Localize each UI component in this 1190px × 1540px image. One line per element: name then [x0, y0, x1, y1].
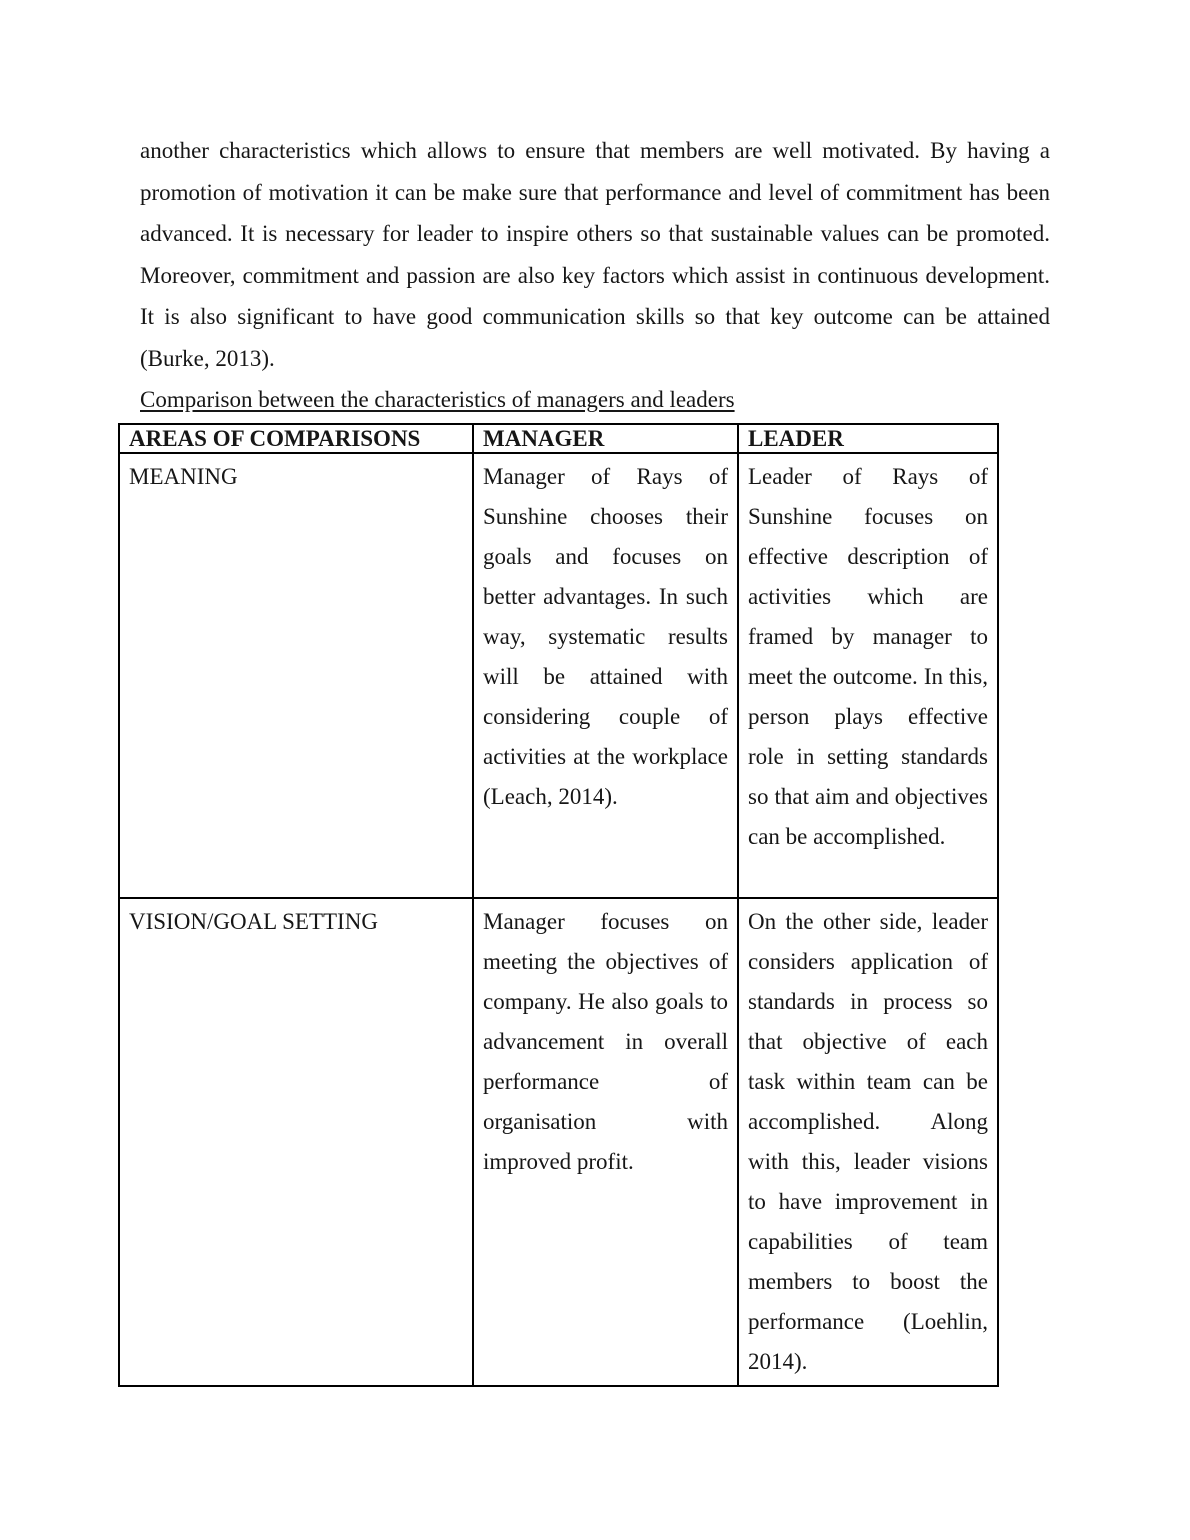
cell-meaning-area: MEANING — [119, 453, 473, 898]
table-header-manager: MANAGER — [473, 424, 738, 453]
cell-vision-leader: On the other side, leader considers application of standards in process so that objective of each task within team can be accomplished. Along with this, leader visions to have improvement in capabilities of team members to boost the performance (Loehlin, 2014). — [738, 898, 998, 1386]
cell-meaning-manager: Manager of Rays of Sunshine chooses their goals and focuses on better advantages. In such way, systematic results will be attained with considering couple of activities at the workplace (Leach, 2014). — [473, 453, 738, 898]
table-header-leader: LEADER — [738, 424, 998, 453]
section-heading: Comparison between the characteristics of managers and leaders — [140, 387, 735, 412]
table-header-areas-of-comparisons: AREAS OF COMPARISONS — [119, 424, 473, 453]
cell-vision-area: VISION/GOAL SETTING — [119, 898, 473, 1386]
cell-vision-manager: Manager focuses on meeting the objectives of company. He also goals to advancement in overall performance of organisation with improved profit. — [473, 898, 738, 1386]
table-header-row — [119, 424, 998, 453]
table-row-meaning — [119, 453, 998, 898]
body-paragraph: another characteristics which allows to ensure that members are well motivated. By having a promotion of motivation it can be make sure that performance and level of commitment has been advanced. It is necessary for leader to inspire others so that sustainable values can be promoted. Moreover, commitment and passion are also key factors which assist in continuous development. It is also significant to have good communication skills so that key outcome can be attained (Burke, 2013). — [140, 138, 1050, 371]
table-row-vision-goal-setting — [119, 898, 998, 1386]
cell-meaning-leader: Leader of Rays of Sunshine focuses on effective description of activities which are framed by manager to meet the outcome. In this, person plays effective role in setting standards so that aim and objectives can be accomplished. — [738, 453, 998, 898]
comparison-table — [118, 423, 999, 1387]
